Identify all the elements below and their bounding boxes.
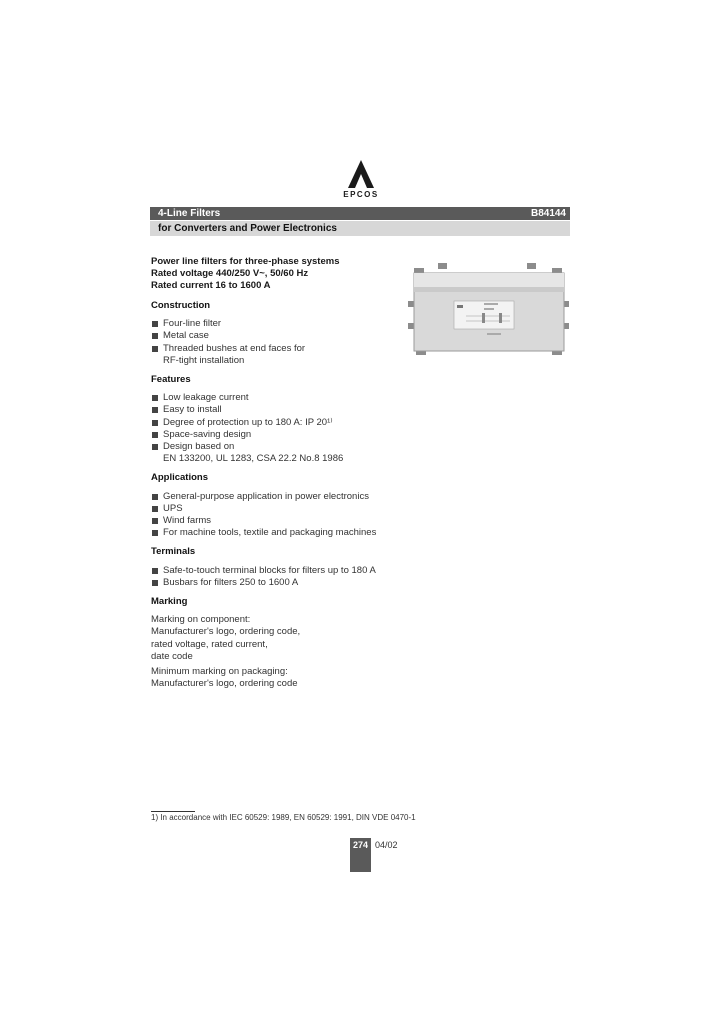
list-item: Space-saving design bbox=[151, 429, 391, 441]
logo-text: EPCOS bbox=[343, 190, 379, 199]
terminals-section bbox=[151, 546, 391, 589]
footnote: 1) In accordance with IEC 60529: 1989, EN 60529: 1991, DIN VDE 0470-1 bbox=[151, 813, 416, 822]
list-item: Easy to install bbox=[151, 404, 391, 416]
epcos-triangle-icon bbox=[348, 160, 374, 188]
content-column bbox=[151, 300, 391, 697]
subtitle-band bbox=[150, 221, 570, 236]
edition-date: 04/02 bbox=[375, 840, 398, 850]
list-item-continuation: EN 133200, UL 1283, CSA 22.2 No.8 1986 bbox=[163, 453, 344, 465]
filter-product-image bbox=[402, 261, 574, 357]
marking-line: Minimum marking on packaging: bbox=[151, 666, 288, 678]
page-number: 274 bbox=[350, 838, 371, 872]
marking-line: Marking on component: bbox=[151, 614, 251, 626]
epcos-logo bbox=[338, 160, 384, 202]
list-item: Four-line filter bbox=[151, 318, 391, 330]
list-item: UPS bbox=[151, 503, 391, 515]
marking-line: Manufacturer's logo, ordering code bbox=[151, 678, 298, 690]
features-heading: Features bbox=[151, 374, 191, 386]
list-item: Busbars for filters 250 to 1600 A bbox=[151, 577, 391, 589]
applications-section bbox=[151, 472, 391, 539]
list-item: Low leakage current bbox=[151, 392, 391, 404]
list-item: General-purpose application in power electronics bbox=[151, 491, 391, 503]
list-item: Degree of protection up to 180 A: IP 20¹⁾ bbox=[151, 417, 391, 429]
intro-block bbox=[151, 256, 339, 292]
marking-section bbox=[151, 596, 391, 690]
construction-section bbox=[151, 300, 391, 367]
marking-line: Manufacturer's logo, ordering code, bbox=[151, 626, 301, 638]
product-code: B84144 bbox=[530, 208, 566, 219]
section-title: 4-Line Filters bbox=[158, 208, 221, 219]
features-section bbox=[151, 374, 391, 465]
list-item: For machine tools, textile and packaging machines bbox=[151, 527, 391, 539]
section-subtitle: for Converters and Power Electronics bbox=[158, 223, 337, 234]
terminals-heading: Terminals bbox=[151, 546, 196, 558]
intro-line: Power line filters for three-phase systems bbox=[151, 256, 340, 267]
list-item: Wind farms bbox=[151, 515, 391, 527]
marking-line: date code bbox=[151, 650, 193, 662]
list-item-continuation: RF-tight installation bbox=[163, 354, 245, 366]
intro-line: Rated current 16 to 1600 A bbox=[151, 280, 271, 291]
intro-line: Rated voltage 440/250 V~, 50/60 Hz bbox=[151, 268, 309, 279]
list-item: Safe-to-touch terminal blocks for filters up to 180 A bbox=[151, 565, 391, 577]
construction-heading: Construction bbox=[151, 300, 211, 311]
list-item: Metal case bbox=[151, 330, 391, 342]
title-band bbox=[150, 207, 570, 220]
list-item: Design based on bbox=[151, 441, 391, 453]
applications-heading: Applications bbox=[151, 472, 209, 484]
list-item: Threaded bushes at end faces for bbox=[151, 343, 391, 355]
footnote-rule bbox=[151, 811, 195, 812]
marking-heading: Marking bbox=[151, 596, 188, 608]
marking-line: rated voltage, rated current, bbox=[151, 638, 268, 650]
